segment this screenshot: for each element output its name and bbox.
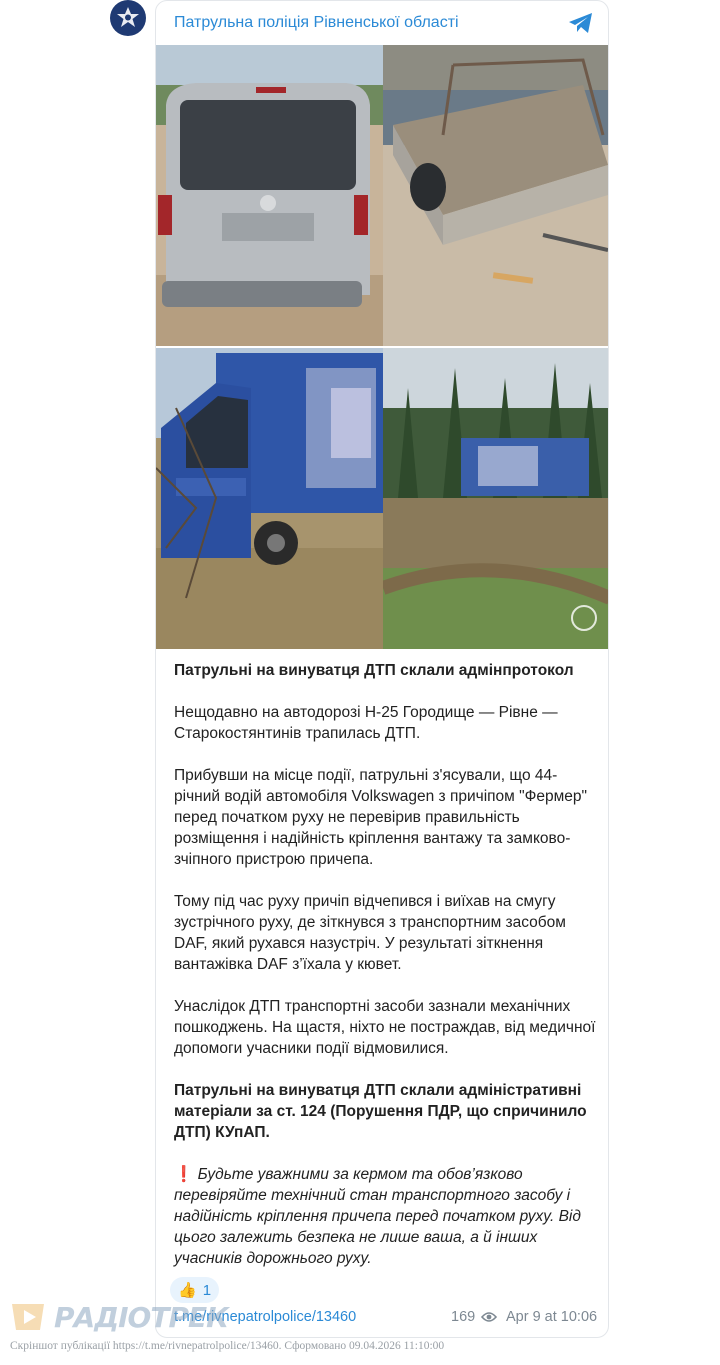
post-date: Apr 9 at 10:06 bbox=[506, 1309, 598, 1325]
post-paragraph-5: Патрульні на винуватця ДТП склали адміністративні матеріали за ст. 124 (Порушення ПДР, що спричинило ДТП) КУпАП. bbox=[174, 1082, 587, 1141]
thumbs-up-icon: 👍 bbox=[178, 1282, 197, 1299]
radiotrek-logo-icon bbox=[10, 1300, 50, 1334]
reaction-count: 1 bbox=[202, 1281, 212, 1299]
post-paragraph-2: Прибувши на місце події, патрульні з'ясували, що 44-річний водій автомобіля Volkswagen з причіпом "Фермер" перед початком руху не перевірив правильність розміщення і надійність кріплення вантажу та замково-зчіпного пристрою причепа. bbox=[174, 767, 588, 868]
watermark-text: РАДІОТРЕК bbox=[54, 1300, 228, 1334]
photo-trailer[interactable] bbox=[383, 45, 609, 346]
channel-avatar[interactable] bbox=[110, 0, 146, 36]
truck-image bbox=[156, 348, 383, 649]
channel-name[interactable]: Патрульна поліція Рівненської області bbox=[174, 14, 459, 31]
photo-truck-ditch[interactable] bbox=[383, 348, 609, 649]
photo-grid[interactable] bbox=[156, 45, 609, 649]
photo-van[interactable] bbox=[156, 45, 383, 346]
post-text bbox=[174, 660, 599, 1290]
post-paragraph-4: Унаслідок ДТП транспортні засоби зазнали механічних пошкоджень. На щастя, ніхто не постраждав, від медичної допомоги учасники події відмовилися. bbox=[174, 998, 596, 1057]
exclamation-icon: ❗ bbox=[174, 1166, 194, 1183]
views-counter bbox=[451, 1309, 497, 1325]
post-paragraph-6: Будьте уважними за кермом та обов’язково перевіряйте технічний стан транспортного засобу і надійність кріплення причепа перед початком руху. Від цього залежить безпека не лише ваша, а й інших учасників дорожнього руху. bbox=[174, 1166, 581, 1267]
van-image bbox=[156, 45, 383, 346]
views-count: 169 bbox=[451, 1309, 476, 1325]
photo-truck-close[interactable] bbox=[156, 348, 383, 649]
police-emblem-icon bbox=[115, 5, 141, 31]
telegram-icon[interactable] bbox=[568, 12, 594, 34]
post-link[interactable]: t.me/rivnepatrolpolice/13460 bbox=[174, 1309, 357, 1325]
radiotrek-watermark bbox=[10, 1300, 228, 1334]
trailer-image bbox=[383, 45, 609, 346]
post-header bbox=[156, 1, 609, 45]
post-paragraph-1: Нещодавно на автодорозі Н-25 Городище — Рівне — Старокостянтинів трапилась ДТП. bbox=[174, 704, 558, 742]
post-title: Патрульні на винуватця ДТП склали адмінпротокол bbox=[174, 662, 574, 679]
ditch-image bbox=[383, 348, 609, 649]
eye-icon bbox=[481, 1311, 497, 1323]
post-card bbox=[155, 0, 609, 1338]
post-warning bbox=[174, 1164, 599, 1269]
screenshot-caption: Скріншот публікації https://t.me/rivnepatrolpolice/13460. Сформовано 09.04.2026 11:10:00 bbox=[10, 1340, 445, 1352]
post-paragraph-3: Тому під час руху причіп відчепився і виїхав на смугу зустрічного руху, де зіткнувся з транспортним засобом DAF, який рухався назустріч. У результаті зіткнення вантажівка DAF з’їхала у кювет. bbox=[174, 893, 566, 973]
